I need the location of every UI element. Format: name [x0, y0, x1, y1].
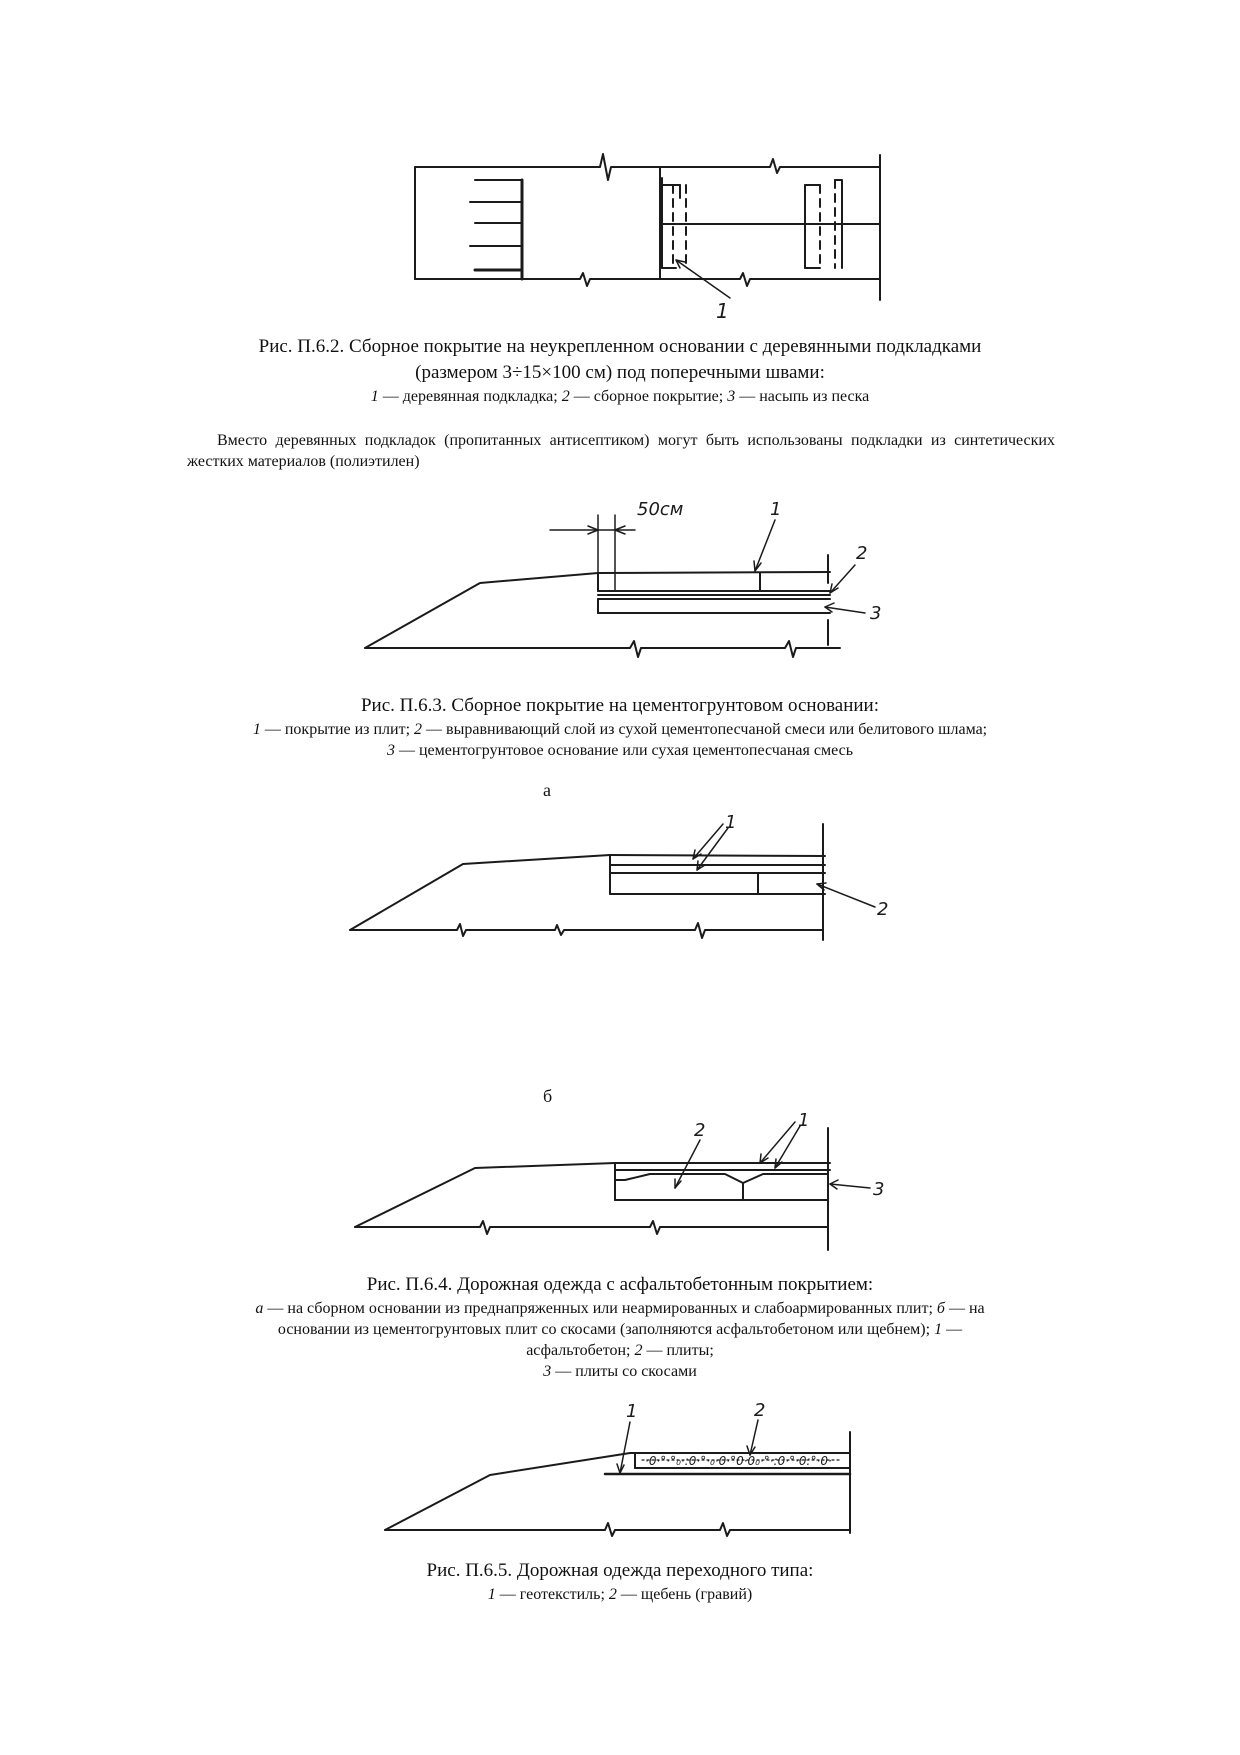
- figure-6-2-title-line2: (размером 3÷15×100 см) под поперечными швами:: [415, 362, 825, 383]
- legend-text: — покрытие из плит;: [260, 721, 415, 738]
- legend-text: — насыпь из песка: [735, 388, 870, 405]
- figure-6-4-legend-line3: [175, 1340, 1065, 1361]
- figure-6-4-title: Рис. П.6.4. Дорожная одежда с асфальтобетонным покрытием:: [366, 1274, 874, 1295]
- legend-num: 1: [252, 721, 261, 738]
- figure-6-4-caption: [175, 1272, 1065, 1382]
- callout-1: 1: [770, 499, 782, 520]
- legend-text: — деревянная подкладка;: [378, 388, 562, 405]
- callout-2: 2: [877, 899, 889, 920]
- figure-6-3-legend-line2: [175, 740, 1065, 761]
- legend-text: основании из цементогрунтовых плит со скосами (заполняются асфальтобетоном или щебнем);: [277, 1321, 935, 1338]
- figure-6-3-caption: [175, 693, 1065, 761]
- legend-text: — на: [944, 1300, 985, 1317]
- callout-1: 1: [716, 299, 729, 323]
- legend-num: б: [936, 1300, 945, 1317]
- sublabel-a: а: [543, 780, 551, 800]
- figure-6-4-legend-line4: [175, 1361, 1065, 1382]
- legend-num: 2: [608, 1586, 617, 1603]
- body-paragraph: Вместо деревянных подкладок (пропитанных антисептиком) могут быть использованы подкладки из синтетических жестких материалов (полиэтилен): [187, 432, 1055, 470]
- legend-num: 1: [487, 1586, 496, 1603]
- legend-text: — цементогрунтовое основание или сухая цементопесчаная смесь: [394, 742, 854, 759]
- legend-text: — плиты со скосами: [551, 1363, 697, 1380]
- callout-2: 2: [754, 1400, 766, 1421]
- legend-num: 3: [727, 388, 736, 405]
- figure-6-2-title-line1: Рис. П.6.2. Сборное покрытие на неукрепленном основании с деревянными подкладками: [258, 336, 982, 357]
- legend-text: — геотекстиль;: [495, 1586, 609, 1603]
- callout-1: 1: [798, 1110, 810, 1131]
- figure-6-4b-drawing: [350, 1110, 910, 1260]
- callout-1: 1: [725, 812, 737, 833]
- legend-num: а: [255, 1300, 264, 1317]
- figure-6-3-title: Рис. П.6.3. Сборное покрытие на цементогрунтовом основании:: [360, 695, 880, 716]
- callout-3: 3: [873, 1179, 885, 1200]
- figure-6-2-caption: [175, 334, 1065, 407]
- legend-text: — щебень (гравий): [616, 1586, 753, 1603]
- figure-6-5-drawing: [380, 1400, 880, 1540]
- legend-num: 2: [634, 1342, 643, 1359]
- legend-num: 3: [386, 742, 395, 759]
- legend-num: 3: [543, 1363, 552, 1380]
- legend-text: — выравнивающий слой из сухой цементопесчаной смеси или белитового шлама;: [422, 721, 988, 738]
- legend-text: —: [942, 1321, 963, 1338]
- figure-6-2-legend: [175, 386, 1065, 407]
- callout-2: 2: [694, 1120, 706, 1141]
- figure-6-5-caption: [175, 1558, 1065, 1605]
- figure-6-4-legend-line1: [175, 1298, 1065, 1319]
- figure-6-4-legend-line2: [175, 1319, 1065, 1340]
- figure-6-5-legend: [175, 1584, 1065, 1605]
- legend-text: асфальтобетон;: [526, 1342, 635, 1359]
- figure-6-3-legend-line1: [175, 719, 1065, 740]
- figure-6-3-drawing: [360, 495, 900, 665]
- gravel-texture: ·0·°·°₀·:0·°·₀·0·°0·0₀·°·:0·°·0:°·0·: [645, 1454, 832, 1468]
- legend-text: — плиты;: [642, 1342, 714, 1359]
- dimension-label: 50см: [637, 499, 684, 520]
- legend-text: — сборное покрытие;: [569, 388, 728, 405]
- figure-6-2-drawing: [400, 140, 900, 323]
- legend-num: 2: [561, 388, 570, 405]
- figure-6-5-title: Рис. П.6.5. Дорожная одежда переходного типа:: [426, 1560, 814, 1581]
- legend-num: 1: [934, 1321, 943, 1338]
- callout-1: 1: [626, 1401, 638, 1422]
- sublabel-b: б: [543, 1086, 553, 1106]
- legend-num: 2: [414, 721, 423, 738]
- legend-text: — на сборном основании из преднапряженных или неармированных и слабоармированных плит;: [263, 1300, 937, 1317]
- legend-num: 1: [370, 388, 379, 405]
- figure-6-4a-drawing: [345, 812, 905, 952]
- callout-2: 2: [856, 543, 868, 564]
- callout-3: 3: [870, 603, 882, 624]
